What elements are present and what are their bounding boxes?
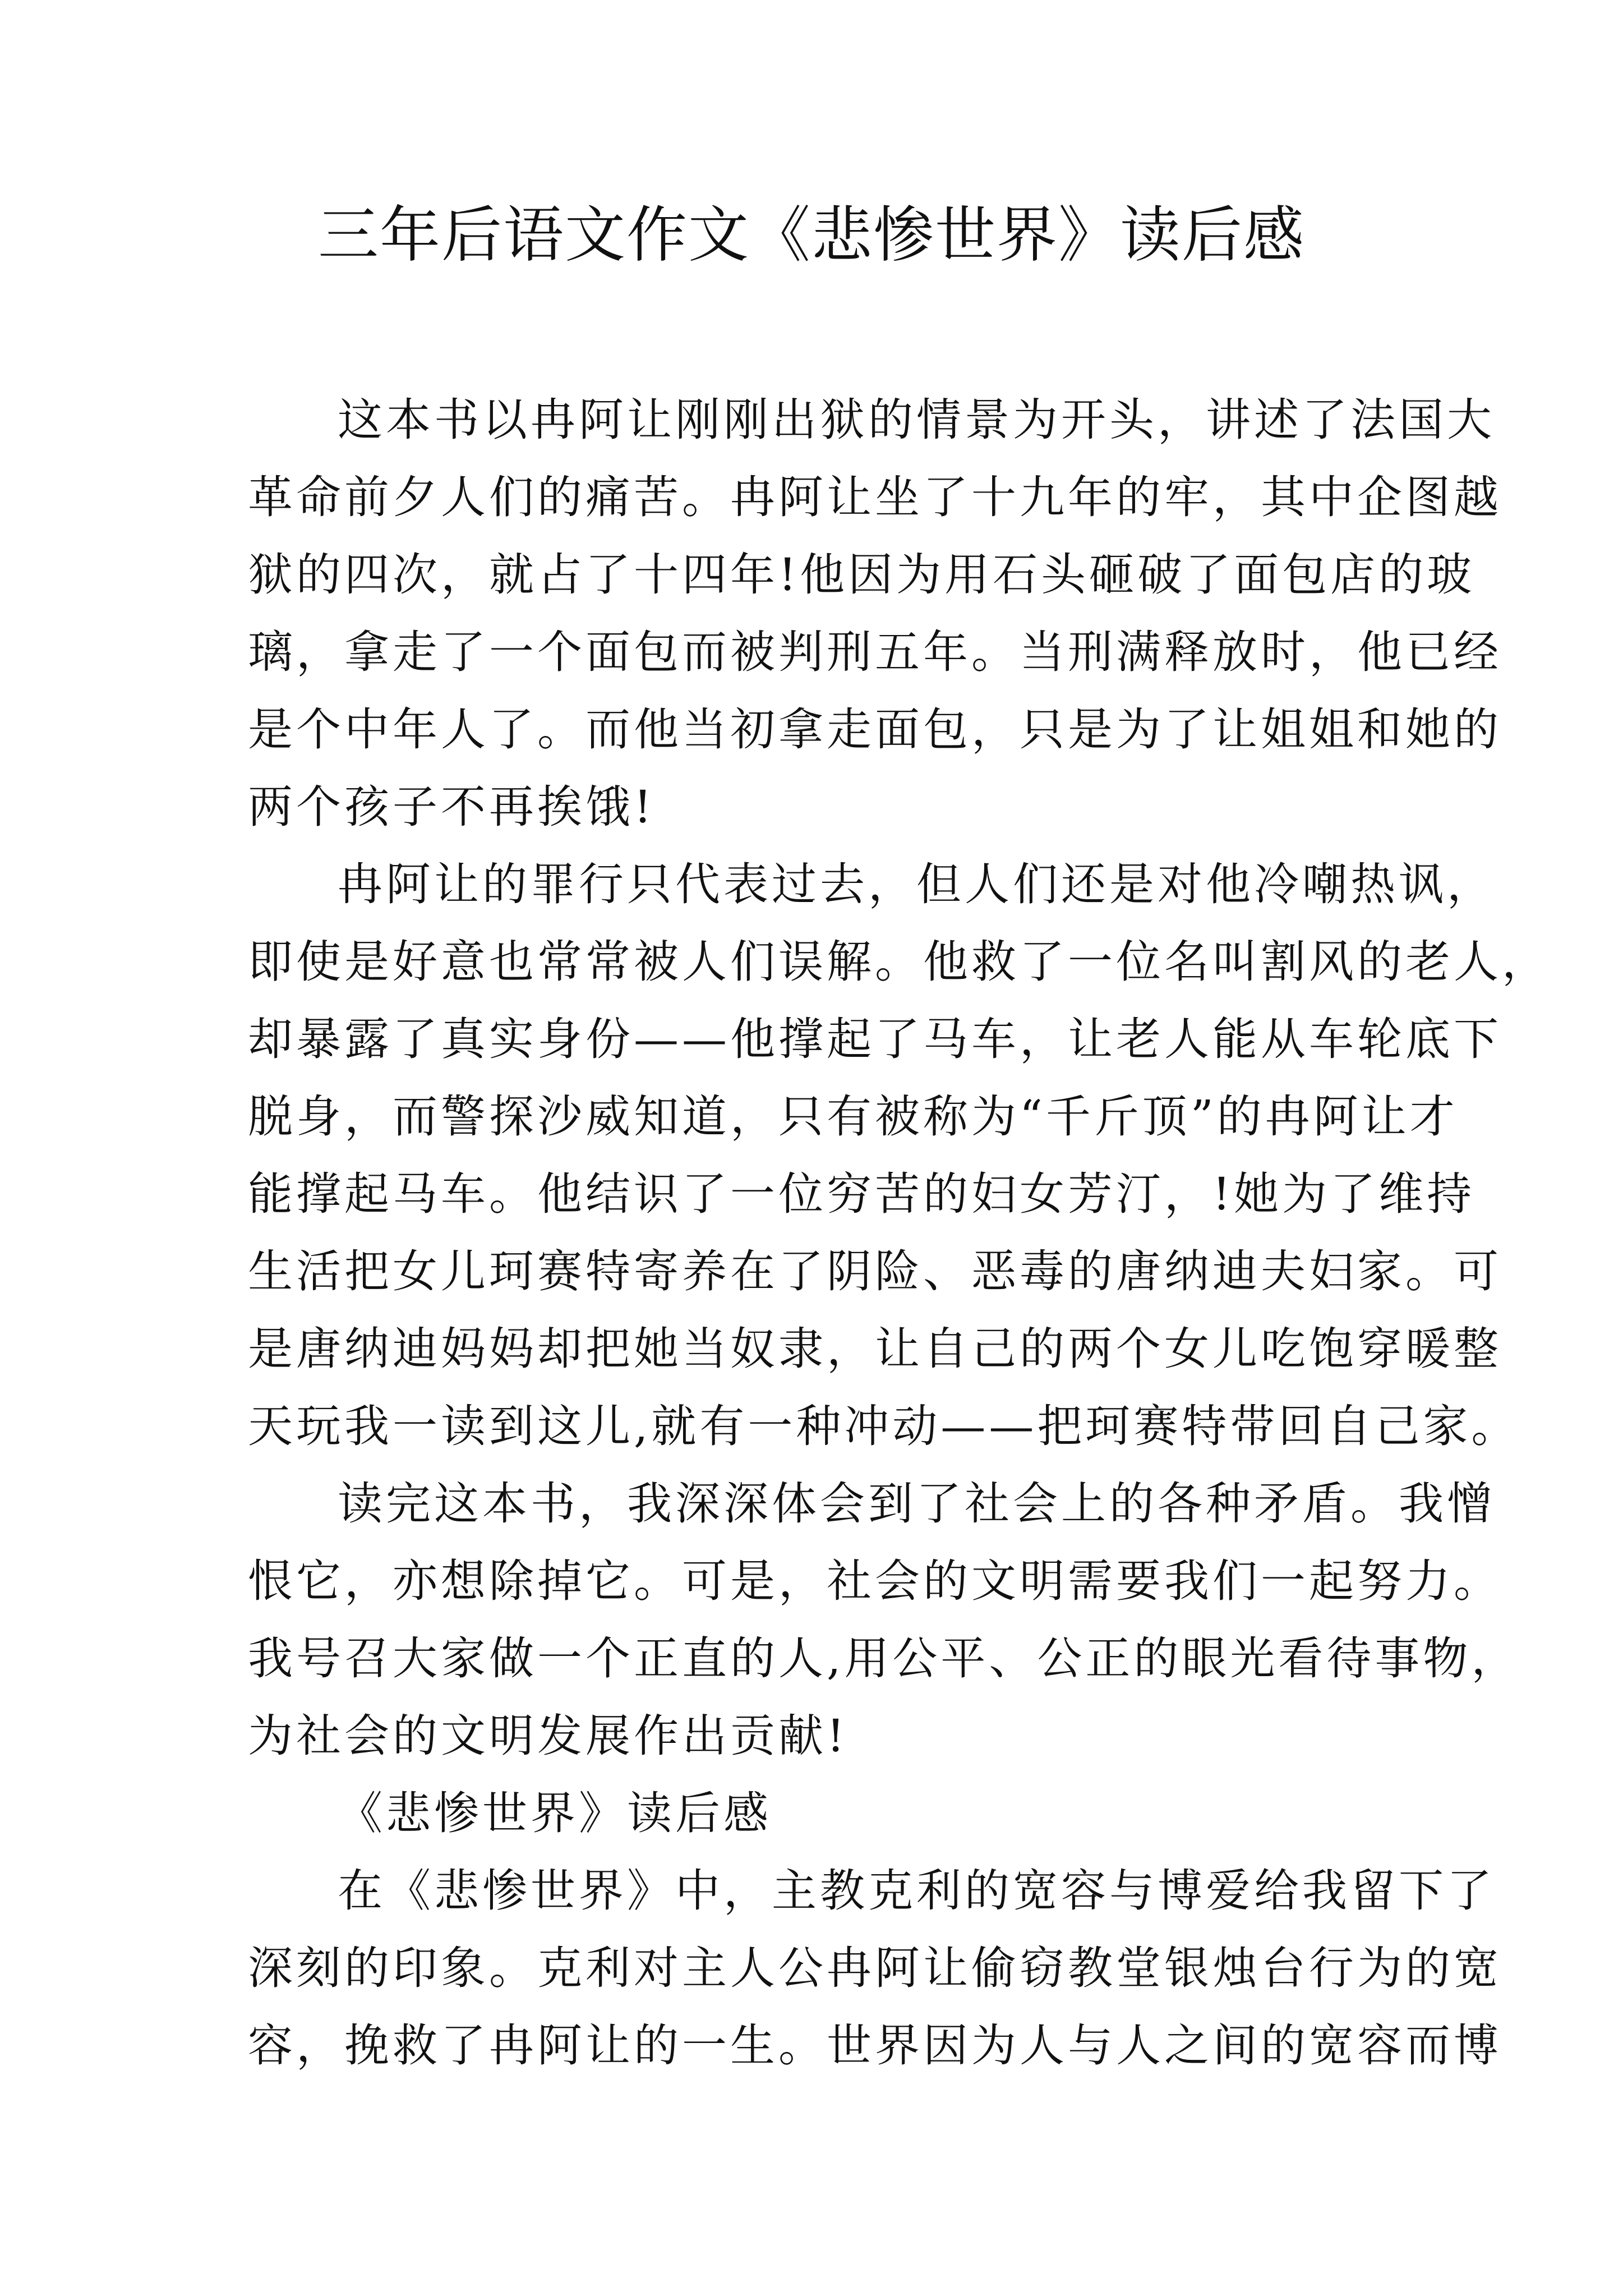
text-line: 脱身，而警探沙威知道，只有被称为“千斤顶”的冉阿让才 — [248, 1091, 1458, 1143]
text-line: 是个中年人了。而他当初拿走面包，只是为了让姐姐和她的 — [248, 703, 1502, 756]
text-line: 狱的四次，就占了十四年!他因为用石头砸破了面包店的玻 — [248, 549, 1476, 601]
document-title: 三年后语文作文《悲惨世界》读后感 — [317, 200, 1305, 270]
text-line: 容，挽救了冉阿让的一生。世界因为人与人之间的宽容而博 — [248, 2019, 1502, 2072]
text-line: 生活把女儿珂赛特寄养在了阴险、恶毒的唐纳迪夫妇家。可 — [248, 1245, 1502, 1297]
text-line: 革命前夕人们的痛苦。冉阿让坐了十九年的牢，其中企图越 — [248, 471, 1502, 523]
text-line: 璃，拿走了一个面包而被判刑五年。当刑满释放时，他已经 — [248, 626, 1502, 678]
text-line: 却暴露了真实身份——他撑起了马车，让老人能从车轮底下 — [248, 1013, 1502, 1065]
text-line: 冉阿让的罪行只代表过去，但人们还是对他冷嘲热讽， — [338, 858, 1495, 910]
document-body — [248, 381, 1550, 2085]
text-line: 天玩我一读到这儿,就有一种冲动——把珂赛特带回自己家。 — [248, 1400, 1520, 1452]
text-line: 深刻的印象。克利对主人公冉阿让偷窃教堂银烛台行为的宽 — [248, 1942, 1502, 1994]
text-line: 能撑起马车。他结识了一位穷苦的妇女芳汀，!她为了维持 — [248, 1168, 1476, 1220]
text-line: 两个孩子不再挨饿! — [248, 781, 656, 833]
text-line: 这本书以冉阿让刚刚出狱的情景为开头，讲述了法国大 — [338, 394, 1495, 446]
text-line: 我号召大家做一个正直的人,用公平、公正的眼光看待事物， — [248, 1632, 1520, 1685]
text-line: 恨它，亦想除掉它。可是，社会的文明需要我们一起努力。 — [248, 1555, 1502, 1607]
section-heading: 《悲惨世界》读后感 — [338, 1787, 772, 1839]
text-line: 读完这本书，我深深体会到了社会上的各种矛盾。我憎 — [338, 1478, 1495, 1530]
text-line: 在《悲惨世界》中，主教克利的宽容与博爱给我留下了 — [338, 1865, 1495, 1917]
text-line: 为社会的文明发展作出贡献! — [248, 1710, 849, 1762]
text-line: 是唐纳迪妈妈却把她当奴隶，让自己的两个女儿吃饱穿暖整 — [248, 1323, 1502, 1375]
text-line: 即使是好意也常常被人们误解。他救了一位名叫割风的老人， — [248, 936, 1550, 988]
